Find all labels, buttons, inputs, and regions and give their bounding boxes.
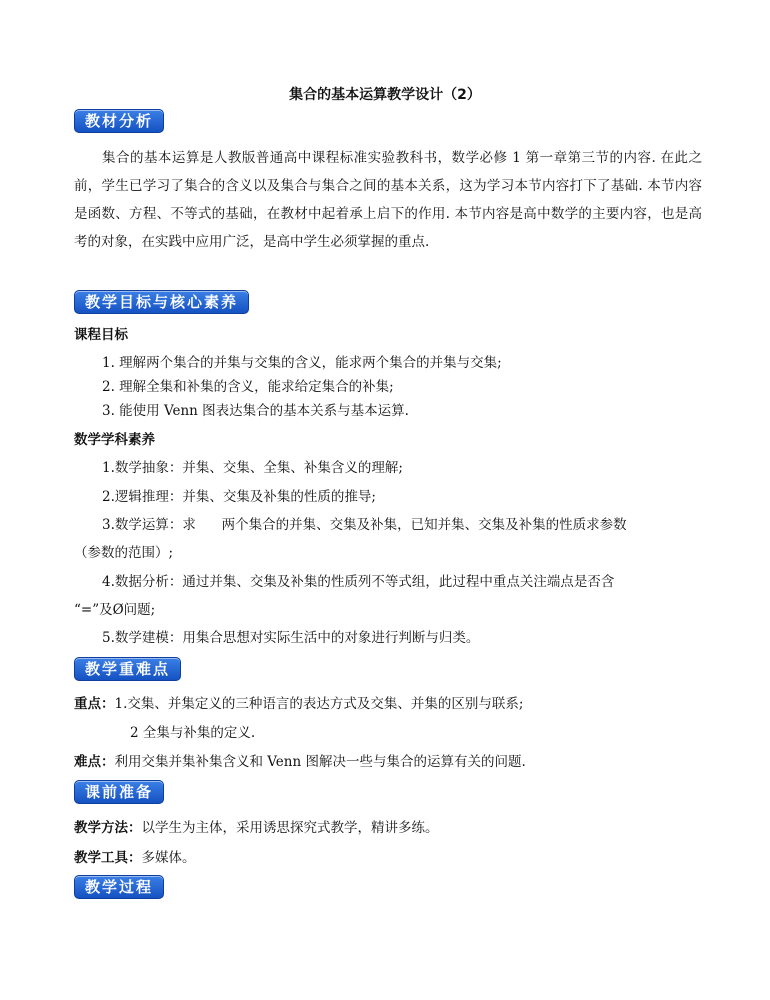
difficult-point-line [74, 752, 526, 772]
literacy-item-4-cont: “=”及Ø问题; [74, 602, 156, 618]
teaching-tools-text: 多媒体。 [141, 850, 196, 866]
goal-item-1: 1. 理解两个集合的并集与交集的含义，能求两个集合的并集与交集; [102, 355, 502, 371]
teaching-tools-line [74, 848, 196, 868]
teaching-method-text: 以学生为主体，采用诱思探究式教学，精讲多练。 [141, 820, 439, 836]
section-banner-preparation: 课前准备 [74, 780, 164, 804]
section-banner-textbook-analysis: 教材分析 [74, 109, 164, 133]
goal-item-2: 2. 理解全集和补集的含义，能求给定集合的补集; [102, 379, 394, 395]
goal-item-3: 3. 能使用 Venn 图表达集合的基本关系与基本运算. [102, 403, 409, 419]
key-point-2: 2 全集与补集的定义. [130, 725, 256, 741]
literacy-heading: 数学学科素养 [74, 432, 155, 448]
literacy-item-3-cont: （参数的范围）; [74, 545, 174, 561]
difficult-point-label: 难点： [74, 754, 115, 770]
literacy-item-5: 5.数学建模：用集合思想对实际生活中的对象进行判断与归类。 [102, 630, 480, 646]
teaching-method-line [74, 818, 439, 838]
section-banner-key-difficult: 教学重难点 [74, 657, 181, 681]
document-title: 集合的基本运算教学设计（2） [289, 87, 481, 103]
course-goals-heading: 课程目标 [74, 327, 128, 343]
key-point-line [74, 694, 523, 714]
literacy-item-3: 3.数学运算：求 两个集合的并集、交集及补集，已知并集、交集及补集的性质求参数 [102, 517, 627, 533]
analysis-paragraph: 集合的基本运算是人教版普通高中课程标准实验教科书，数学必修 1 第一章第三节的内容. 在此之前，学生已学习了集合的含义以及集合与集合之间的基本关系，这为学习本节内容打下了基础. 本节内容是函数、方程、不等式的基础，在教材中起着承上启下的作用. 本节内容是高中数学的主要内容，也是高考的对象，在实践中应用广泛，是高中学生必须掌握的重点. [74, 150, 702, 250]
key-point-label: 重点： [74, 696, 115, 712]
literacy-item-2: 2.逻辑推理：并集、交集及补集的性质的推导; [102, 489, 376, 505]
key-point-1: 1.交集、并集定义的三种语言的表达方式及交集、并集的区别与联系; [114, 696, 524, 712]
teaching-tools-label: 教学工具： [74, 850, 142, 866]
section-banner-goals: 教学目标与核心素养 [74, 290, 249, 314]
section-banner-process: 教学过程 [74, 875, 164, 899]
difficult-point-text: 利用交集并集补集含义和 Venn 图解决一些与集合的运算有关的问题. [114, 754, 526, 770]
literacy-item-4: 4.数据分析：通过并集、交集及补集的性质列不等式组，此过程中重点关注端点是否含 [102, 574, 615, 590]
teaching-method-label: 教学方法： [74, 820, 142, 836]
literacy-item-1: 1.数学抽象：并集、交集、全集、补集含义的理解; [102, 460, 403, 476]
